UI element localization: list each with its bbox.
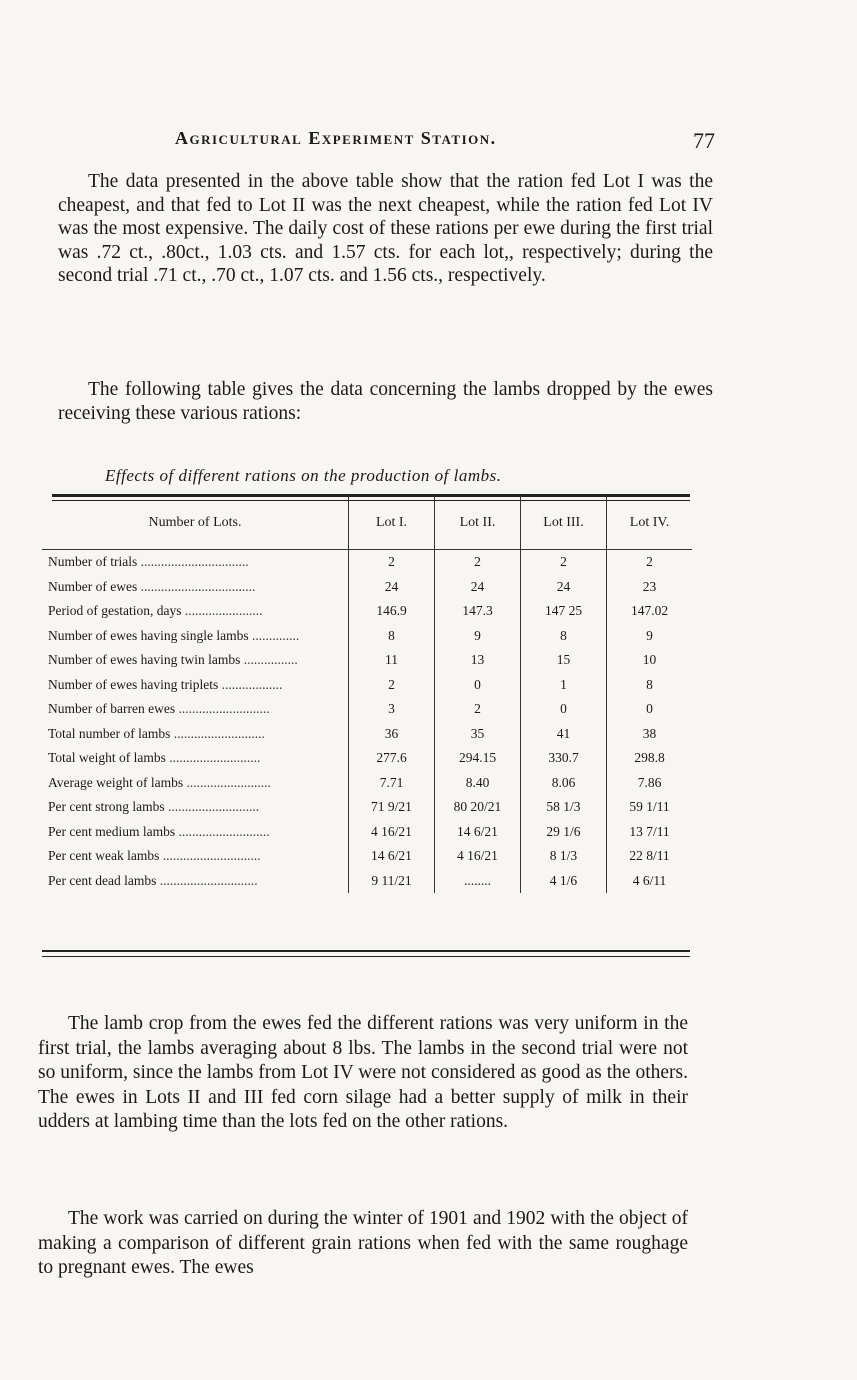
leader-dots: ................................ [137,554,249,570]
cell-value: 8.40 [435,771,521,796]
table-row [42,599,692,624]
cell-value: 29 1/6 [521,820,607,845]
row-label [42,771,349,796]
table-row [42,869,692,894]
cell-value: 147 25 [521,599,607,624]
cell-value: 8 1/3 [521,844,607,869]
cell-value: 2 [435,550,521,575]
leader-dots: ........................... [165,750,261,766]
cell-value: 80 20/21 [435,795,521,820]
cell-value: 0 [435,673,521,698]
cell-value: 14 6/21 [349,844,435,869]
cell-value: ........ [435,869,521,894]
table-row [42,722,692,747]
row-label [42,673,349,698]
row-label [42,697,349,722]
cell-value: 294.15 [435,746,521,771]
cell-value: 277.6 [349,746,435,771]
header-label: Number of Lots. [42,495,349,550]
table-row [42,795,692,820]
row-label-text: Number of ewes [48,578,138,594]
cell-value: 0 [607,697,693,722]
row-label-text: Total weight of lambs [48,750,166,766]
cell-value: 2 [521,550,607,575]
row-label-text: Period of gestation, days [48,603,182,619]
table-row [42,575,692,600]
row-label [42,648,349,673]
cell-value: 330.7 [521,746,607,771]
leader-dots: ........................... [170,725,265,741]
leader-dots: ........................... [164,799,260,815]
table-row [42,820,692,845]
cell-value: 8 [349,624,435,649]
table-row [42,550,692,575]
cell-value: 23 [607,575,693,600]
column-header: Lot IV. [607,495,693,550]
row-label [42,869,349,894]
cell-value: 9 [607,624,693,649]
cell-value: 11 [349,648,435,673]
cell-value: 35 [435,722,521,747]
cell-value: 0 [521,697,607,722]
row-label [42,746,349,771]
cell-value: 147.3 [435,599,521,624]
table-row [42,844,692,869]
row-label-text: Total number of lambs [48,725,171,741]
paragraph-2: The following table gives the data concerning the lambs dropped by the ewes receiving these various rations: [58,379,713,424]
column-header: Lot II. [435,495,521,550]
row-label-text: Per cent dead lambs [48,872,157,888]
cell-value: 298.8 [607,746,693,771]
data-table [42,495,692,893]
cell-value: 10 [607,648,693,673]
leader-dots: ............................. [156,872,258,888]
cell-value: 13 [435,648,521,673]
page-number: 77 [693,128,715,153]
cell-value: 4 6/11 [607,869,693,894]
paragraph-3: The lamb crop from the ewes fed the different rations was very uniform in the first trial, the lambs averaging about 8 lbs. The lambs in the second trial were not so uniform, since the lambs from Lot IV were not considered as good as the others. The ewes in Lots II and III fed corn silage had a better supply of milk in their udders at lambing time than the lots fed on the other rations. [38,1013,688,1132]
cell-value: 41 [521,722,607,747]
row-label-text: Average weight of lambs [48,774,184,790]
cell-value: 36 [349,722,435,747]
row-label-text: Per cent weak lambs [48,848,160,864]
row-label-text: Number of ewes having twin lambs [48,652,241,668]
cell-value: 58 1/3 [521,795,607,820]
table-body [42,550,692,894]
cell-value: 59 1/11 [607,795,693,820]
cell-value: 9 11/21 [349,869,435,894]
cell-value: 1 [521,673,607,698]
row-label-text: Number of ewes having triplets [48,676,219,692]
row-label [42,550,349,575]
cell-value: 24 [349,575,435,600]
cell-value: 4 16/21 [349,820,435,845]
cell-value: 24 [521,575,607,600]
row-label-text: Number of trials [48,554,138,570]
table-header-row [42,495,692,550]
column-header: Lot I. [349,495,435,550]
running-header [175,128,715,162]
cell-value: 146.9 [349,599,435,624]
cell-value: 147.02 [607,599,693,624]
leader-dots: ........................... [175,701,270,717]
cell-value: 2 [435,697,521,722]
table-row [42,771,692,796]
running-title: Agricultural Experiment Station. [175,128,497,148]
cell-value: 8.06 [521,771,607,796]
cell-value: 15 [521,648,607,673]
table-row [42,624,692,649]
leader-dots: ........................... [175,823,270,839]
row-label [42,820,349,845]
cell-value: 2 [349,673,435,698]
table-bottom-rule [42,950,690,952]
cell-value: 71 9/21 [349,795,435,820]
cell-value: 24 [435,575,521,600]
cell-value: 7.71 [349,771,435,796]
table-caption: Effects of different rations on the production of lambs. [105,466,502,485]
paragraph-4: The work was carried on during the winter of 1901 and 1902 with the object of making a comparison of different grain rations when fed with the same roughage to pregnant ewes. The ewes [38,1208,688,1278]
row-label-text: Number of barren ewes [48,701,176,717]
cell-value: 4 16/21 [435,844,521,869]
row-label [42,795,349,820]
table-row [42,697,692,722]
leader-dots: ............................. [159,848,261,864]
row-label [42,624,349,649]
row-label-text: Per cent medium lambs [48,823,176,839]
cell-value: 8 [607,673,693,698]
cell-value: 22 8/11 [607,844,693,869]
cell-value: 14 6/21 [435,820,521,845]
cell-value: 3 [349,697,435,722]
cell-value: 2 [607,550,693,575]
row-label [42,575,349,600]
column-header: Lot III. [521,495,607,550]
cell-value: 13 7/11 [607,820,693,845]
leader-dots: .................. [218,676,283,692]
row-label [42,844,349,869]
row-label [42,722,349,747]
lamb-production-table [42,495,692,965]
leader-dots: .................................. [137,578,256,594]
leader-dots: ................ [240,652,298,668]
cell-value: 8 [521,624,607,649]
table-bottom-rule-thin [42,956,690,957]
leader-dots: .............. [248,627,300,643]
leader-dots: ......................... [183,774,271,790]
cell-value: 4 1/6 [521,869,607,894]
table-row [42,648,692,673]
leader-dots: ....................... [181,603,263,619]
cell-value: 7.86 [607,771,693,796]
row-label [42,599,349,624]
row-label-text: Number of ewes having single lambs [48,627,249,643]
cell-value: 2 [349,550,435,575]
paragraph-1: The data presented in the above table show that the ration fed Lot I was the cheapest, and that fed to Lot II was the next cheapest, while the ration fed Lot IV was the most expensive. The daily cost of these rations per ewe during the first trial was .72 ct., .80ct., 1.03 cts. and 1.57 cts. for each lot,, respectively; during the second trial .71 ct., .70 ct., 1.07 cts. and 1.56 cts., respectively. [58,171,713,286]
cell-value: 38 [607,722,693,747]
table-row [42,746,692,771]
cell-value: 9 [435,624,521,649]
table-row [42,673,692,698]
row-label-text: Per cent strong lambs [48,799,165,815]
